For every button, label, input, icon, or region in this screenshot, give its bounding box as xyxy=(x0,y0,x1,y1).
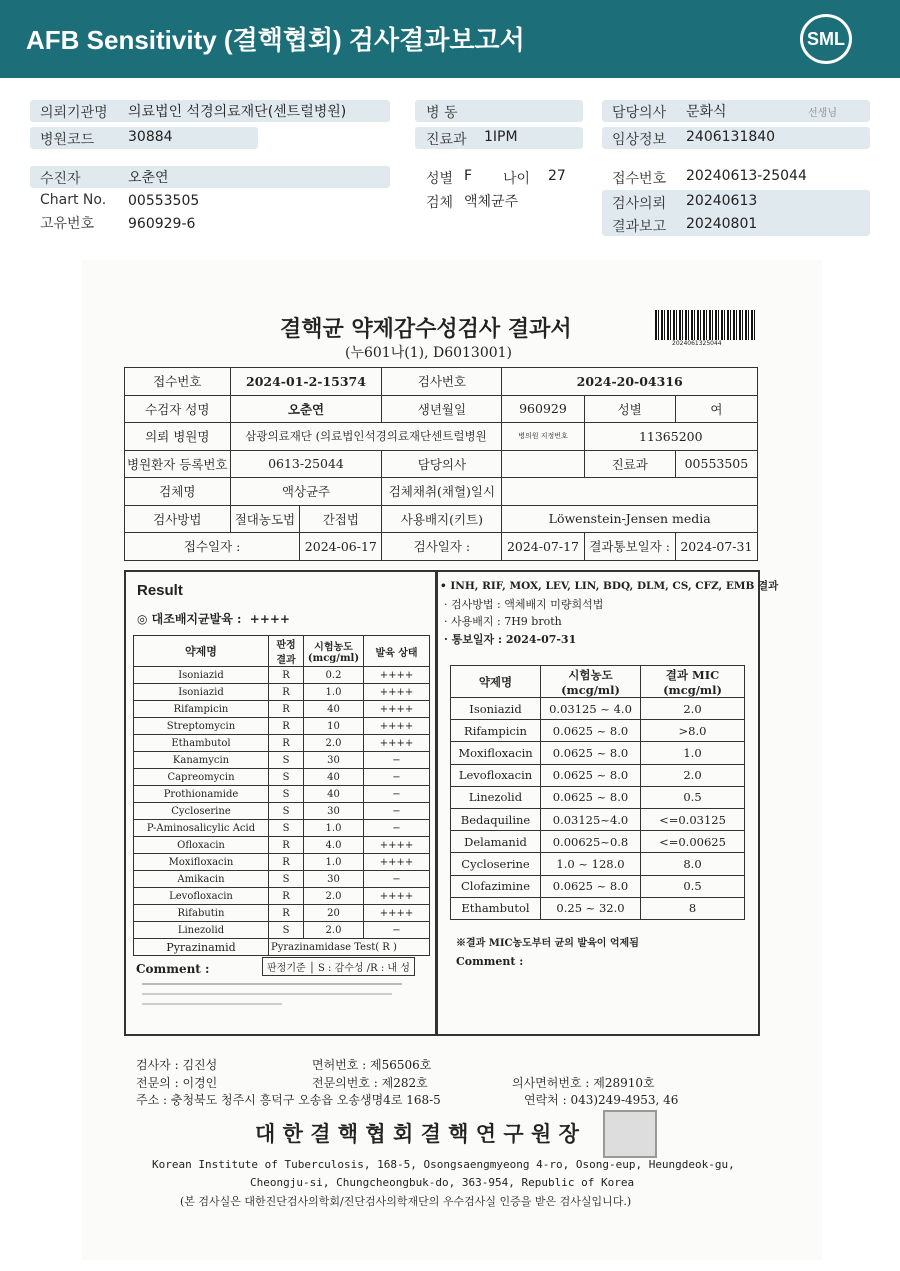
table-row xyxy=(134,667,430,684)
table-row xyxy=(451,742,745,764)
table-cell: 1.0 xyxy=(304,854,364,871)
table-cell: ++++ xyxy=(364,905,430,922)
table-cell: ++++ xyxy=(364,667,430,684)
table-row: 약제명 판정 결과 시험농도 (mcg/ml) 발육 상태 xyxy=(134,636,430,667)
table-row xyxy=(451,698,745,720)
info-table xyxy=(124,367,758,561)
table-cell: 0.03125 ~ 4.0 xyxy=(541,698,641,720)
table-cell: Prothionamide xyxy=(134,786,269,803)
table-cell: ++++ xyxy=(364,837,430,854)
specimen-value: 액체균주 xyxy=(464,194,519,210)
uid-label: 고유번호 xyxy=(40,216,95,232)
contact: 연락처 : 043)249-4953, 46 xyxy=(524,1093,679,1107)
chart-label: Chart No. xyxy=(40,192,107,208)
table-cell: Streptomycin xyxy=(134,718,269,735)
right-date: · 통보일자 : 2024-07-31 xyxy=(444,633,577,646)
table-cell: Moxifloxacin xyxy=(134,854,269,871)
table-row xyxy=(134,922,430,939)
table-cell: 10 xyxy=(304,718,364,735)
table-row xyxy=(134,820,430,837)
table-cell: 1.0 xyxy=(641,742,745,764)
table-cell: Levofloxacin xyxy=(451,764,541,786)
doc-subtitle: (누601나(1), D6013001) xyxy=(345,345,513,361)
table-cell: S xyxy=(269,752,304,769)
chart-value: 00553505 xyxy=(128,193,200,209)
dept-label: 진료과 xyxy=(426,132,467,148)
table-cell: 0.2 xyxy=(304,667,364,684)
uid-value: 960929-6 xyxy=(128,216,196,232)
table-cell: R xyxy=(269,718,304,735)
doctor-license: 의사면허번호 : 제28910호 xyxy=(512,1076,655,1090)
table-row xyxy=(451,875,745,897)
table-cell: Kanamycin xyxy=(134,752,269,769)
comment-label-left: Comment : xyxy=(136,962,210,976)
table-cell: Moxifloxacin xyxy=(451,742,541,764)
table-row xyxy=(134,769,430,786)
table-row xyxy=(451,897,745,919)
age-value: 27 xyxy=(548,168,566,184)
tester: 검사자 : 김진성 xyxy=(136,1058,218,1072)
table-cell: ++++ xyxy=(364,701,430,718)
table-row: 의뢰 병원명 삼광의료재단 (의료법인석경의료재단센트럴병원 병의원 지정번호 11365200 xyxy=(125,423,758,451)
table-row xyxy=(451,786,745,808)
table-row xyxy=(451,808,745,830)
faint-note-line xyxy=(142,993,392,995)
dept-value: 1IPM xyxy=(484,129,518,145)
table-cell: 20 xyxy=(304,905,364,922)
table-cell: 8 xyxy=(641,897,745,919)
table-cell: ++++ xyxy=(364,718,430,735)
table-row xyxy=(451,720,745,742)
table-cell: 1.0 xyxy=(304,684,364,701)
inst-value: 의료법인 석경의료재단(센트럴병원) xyxy=(128,104,347,120)
table-cell: − xyxy=(364,786,430,803)
table-cell: Rifampicin xyxy=(451,720,541,742)
name-label: 수진자 xyxy=(40,171,81,187)
code-value: 30884 xyxy=(128,129,173,145)
inst-label: 의뢰기관명 xyxy=(40,105,108,121)
table-cell: S xyxy=(269,922,304,939)
table-row xyxy=(451,853,745,875)
certification-note: (본 검사실은 대한진단검사의학회/진단검사의학재단의 우수검사실 인증을 받은 검사실입니다.) xyxy=(180,1195,632,1208)
specialist: 전문의 : 이경인 xyxy=(136,1076,218,1090)
table-cell: Amikacin xyxy=(134,871,269,888)
table-cell: Ethambutol xyxy=(134,735,269,752)
table-cell: <=0.00625 xyxy=(641,831,745,853)
table-cell: P-Aminosalicylic Acid xyxy=(134,820,269,837)
table-cell: S xyxy=(269,803,304,820)
header-bar xyxy=(0,0,900,78)
right-heading: • INH, RIF, MOX, LEV, LIN, BDQ, DLM, CS, CFZ, EMB 결과 xyxy=(440,580,779,592)
table-cell: ++++ xyxy=(364,854,430,871)
doctor-value: 문화식 xyxy=(686,104,727,120)
table-cell: 0.03125~4.0 xyxy=(541,808,641,830)
doctor-suffix: 선생님 xyxy=(808,108,837,119)
comment-label-right: Comment : xyxy=(456,955,524,968)
table-cell: Bedaquiline xyxy=(451,808,541,830)
table-row: 검사방법 절대농도법 간접법 사용배지(키트) Löwenstein-Jensen media xyxy=(125,505,758,533)
req-label: 검사의뢰 xyxy=(612,196,667,212)
table-cell: 0.0625 ~ 8.0 xyxy=(541,764,641,786)
license-no: 면허번호 : 제56506호 xyxy=(312,1058,432,1072)
table-cell: R xyxy=(269,888,304,905)
table-cell: 4.0 xyxy=(304,837,364,854)
clinic-label: 임상정보 xyxy=(612,132,667,148)
table-cell: 30 xyxy=(304,752,364,769)
table-row: Pyrazinamid Pyrazinamidase Test( R ) xyxy=(134,939,430,956)
table-row xyxy=(134,803,430,820)
official-seal xyxy=(603,1110,657,1158)
report-label: 결과보고 xyxy=(612,219,667,235)
table-cell: R xyxy=(269,854,304,871)
table-cell: 0.25 ~ 32.0 xyxy=(541,897,641,919)
table-cell: 8.0 xyxy=(641,853,745,875)
table-cell: R xyxy=(269,701,304,718)
table-row: 접수번호 2024-01-2-15374 검사번호 2024-20-04316 xyxy=(125,368,758,396)
table-cell: Capreomycin xyxy=(134,769,269,786)
table-cell: − xyxy=(364,922,430,939)
table-cell: 0.5 xyxy=(641,786,745,808)
growth-value: ++++ xyxy=(249,612,290,626)
table-cell: 0.5 xyxy=(641,875,745,897)
table-row: 병원환자 등록번호 0613-25044 담당의사 진료과 00553505 xyxy=(125,450,758,478)
sml-logo: SML xyxy=(800,14,852,64)
table-cell: Levofloxacin xyxy=(134,888,269,905)
table-row xyxy=(134,718,430,735)
table-cell: S xyxy=(269,786,304,803)
specimen-label: 검체 xyxy=(426,195,454,211)
criteria-box: 판정기준 │ S : 감수성 /R : 내 성 xyxy=(262,957,415,976)
table-row xyxy=(134,684,430,701)
table-row xyxy=(134,888,430,905)
table-row xyxy=(134,871,430,888)
table-cell: R xyxy=(269,667,304,684)
table-row xyxy=(134,735,430,752)
table-cell: S xyxy=(269,769,304,786)
address: 주소 : 충청북도 청주시 흥덕구 오송읍 오송생명4로 168-5 xyxy=(136,1093,441,1107)
name-row xyxy=(30,166,390,188)
table-cell: 40 xyxy=(304,701,364,718)
table-cell: ++++ xyxy=(364,684,430,701)
table-cell: 40 xyxy=(304,769,364,786)
table-cell: 2.0 xyxy=(304,735,364,752)
table-cell: Cycloserine xyxy=(134,803,269,820)
table-row xyxy=(451,831,745,853)
table-cell: Linezolid xyxy=(451,786,541,808)
growth-label: ◎ 대조배지균발육 : ++++ xyxy=(137,612,290,626)
table-cell: 0.0625 ~ 8.0 xyxy=(541,875,641,897)
table-cell: >8.0 xyxy=(641,720,745,742)
table-cell: 2.0 xyxy=(304,922,364,939)
table-row: 약제명 시험농도 (mcg/ml) 결과 MIC (mcg/ml) xyxy=(451,666,745,698)
recv-value: 20240613-25044 xyxy=(686,168,807,184)
drug-table-left xyxy=(133,635,430,956)
barcode xyxy=(655,310,755,340)
table-cell: 1.0 xyxy=(304,820,364,837)
table-cell: − xyxy=(364,871,430,888)
barcode-number: 2024061325044 xyxy=(672,340,722,347)
table-cell: Rifampicin xyxy=(134,701,269,718)
mic-note: ※결과 MIC농도부터 균의 발육이 억제됨 xyxy=(456,938,639,949)
table-cell: 0.0625 ~ 8.0 xyxy=(541,786,641,808)
table-cell: 1.0 ~ 128.0 xyxy=(541,853,641,875)
right-method: · 검사방법 : 액체배지 미량희석법 xyxy=(444,598,604,611)
doc-title: 결핵균 약제감수성검사 결과서 xyxy=(280,316,572,342)
table-cell: S xyxy=(269,820,304,837)
table-row xyxy=(134,837,430,854)
table-cell: Linezolid xyxy=(134,922,269,939)
table-cell: Delamanid xyxy=(451,831,541,853)
table-cell: Rifabutin xyxy=(134,905,269,922)
org-address-en-2: Cheongju-si, Chungcheongbuk-do, 363-954, Republic of Korea xyxy=(250,1176,635,1189)
result-title: Result xyxy=(137,582,183,599)
table-cell: 0.00625~0.8 xyxy=(541,831,641,853)
table-row xyxy=(451,764,745,786)
table-cell: 0.0625 ~ 8.0 xyxy=(541,720,641,742)
faint-note-line xyxy=(142,983,402,985)
table-cell: Isoniazid xyxy=(134,667,269,684)
table-cell: Ethambutol xyxy=(451,897,541,919)
table-cell: − xyxy=(364,803,430,820)
table-cell: Cycloserine xyxy=(451,853,541,875)
table-cell: − xyxy=(364,769,430,786)
table-row xyxy=(134,786,430,803)
report-value: 20240801 xyxy=(686,216,758,232)
table-cell: <=0.03125 xyxy=(641,808,745,830)
table-cell: Clofazimine xyxy=(451,875,541,897)
table-cell: Ofloxacin xyxy=(134,837,269,854)
table-cell: S xyxy=(269,871,304,888)
table-cell: 2.0 xyxy=(641,764,745,786)
table-cell: 2.0 xyxy=(641,698,745,720)
table-cell: R xyxy=(269,684,304,701)
table-row: 접수일자 : 2024-06-17 검사일자 : 2024-07-17 결과통보일자 : 2024-07-31 xyxy=(125,533,758,561)
sex-label: 성별 xyxy=(426,171,454,187)
org-name: 대 한 결 핵 협 회 결 핵 연 구 원 장 xyxy=(255,1121,579,1146)
table-cell: 2.0 xyxy=(304,888,364,905)
report-title: AFB Sensitivity (결핵협회) 검사결과보고서 xyxy=(26,25,525,55)
mic-table xyxy=(450,665,745,920)
age-label: 나이 xyxy=(503,171,531,187)
org-address-en-1: Korean Institute of Tuberculosis, 168-5, Osongsaengmyeong 4-ro, Osong-eup, Heungdeok-gu, xyxy=(152,1158,735,1171)
table-cell: R xyxy=(269,905,304,922)
sex-value: F xyxy=(464,168,473,184)
code-label: 병원코드 xyxy=(40,132,95,148)
specialist-no: 전문의번호 : 제282호 xyxy=(312,1076,428,1090)
faint-note-line xyxy=(142,1003,282,1005)
table-cell: − xyxy=(364,820,430,837)
table-cell: R xyxy=(269,735,304,752)
table-row xyxy=(134,905,430,922)
clinic-value: 2406131840 xyxy=(686,129,776,145)
table-cell: ++++ xyxy=(364,735,430,752)
table-cell: 30 xyxy=(304,803,364,820)
doctor-label: 담당의사 xyxy=(612,105,667,121)
table-cell: 0.0625 ~ 8.0 xyxy=(541,742,641,764)
table-cell: ++++ xyxy=(364,888,430,905)
req-value: 20240613 xyxy=(686,193,758,209)
table-row: 검체명 액상균주 검체채취(채혈)일시 xyxy=(125,478,758,506)
table-cell: 30 xyxy=(304,871,364,888)
recv-label: 접수번호 xyxy=(612,171,667,187)
table-row: 수검자 성명 오춘연 생년월일 960929 성별 여 xyxy=(125,395,758,423)
ward-label: 병 동 xyxy=(426,105,458,121)
table-cell: Isoniazid xyxy=(451,698,541,720)
name-value: 오춘연 xyxy=(128,170,169,186)
table-cell: R xyxy=(269,837,304,854)
table-cell: 40 xyxy=(304,786,364,803)
table-row xyxy=(134,854,430,871)
right-medium: · 사용배지 : 7H9 broth xyxy=(444,615,562,628)
table-row xyxy=(134,752,430,769)
table-cell: Isoniazid xyxy=(134,684,269,701)
table-cell: − xyxy=(364,752,430,769)
table-row xyxy=(134,701,430,718)
